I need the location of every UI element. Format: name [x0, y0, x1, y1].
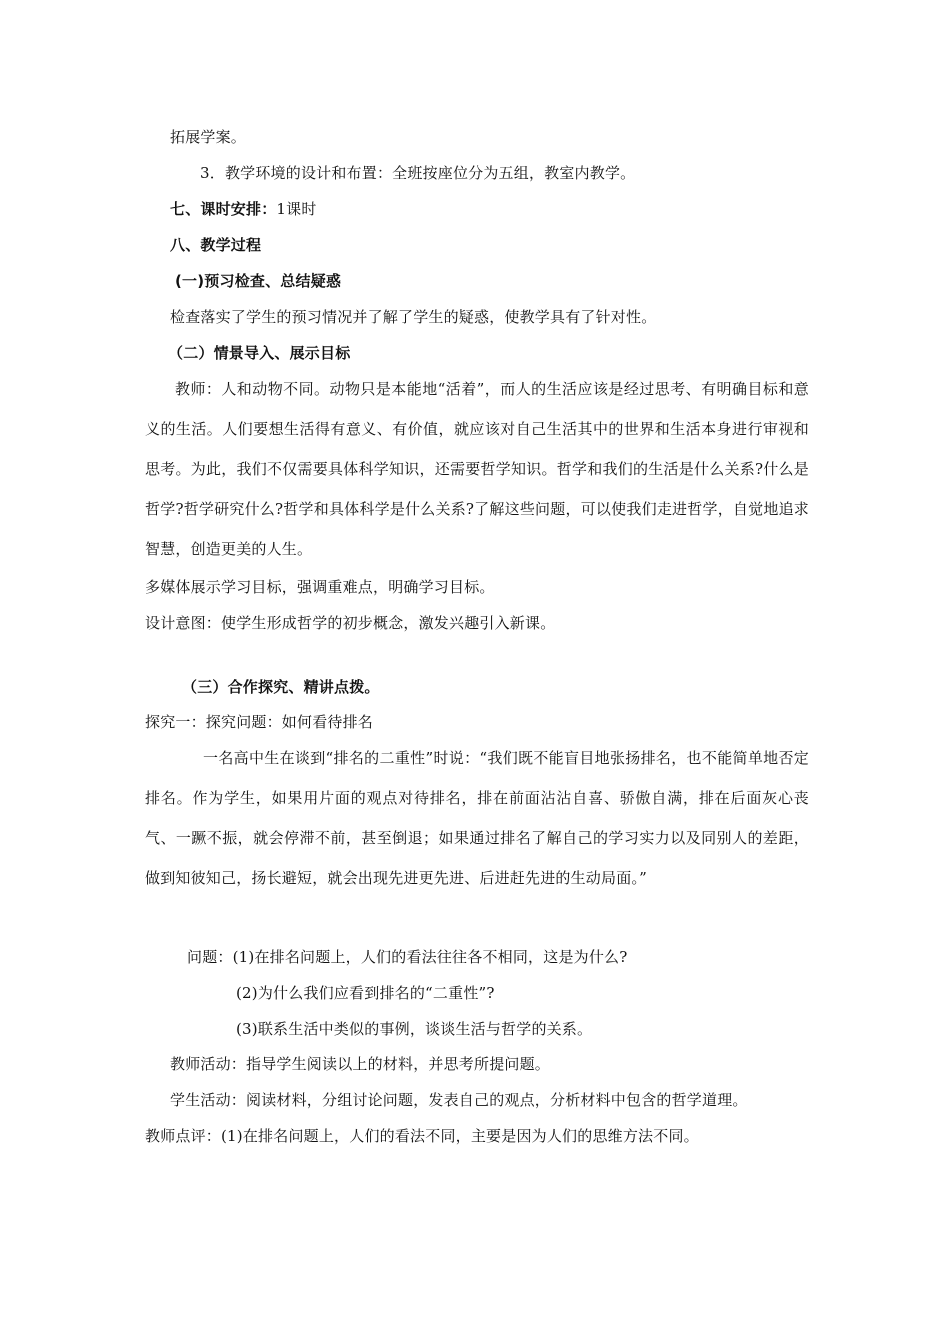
teacher-comment: 教师点评：(1)在排名问题上，人们的看法不同，主要是因为人们的思维方法不同。: [145, 1127, 699, 1145]
section-7-value: 1课时: [276, 200, 317, 218]
explore-1-title: 探究一：探究问题：如何看待排名: [145, 713, 374, 731]
teacher-intro-paragraph: 教师：人和动物不同。动物只是本能地“活着”，而人的生活应该是经过思考、有明确目标和意义的生活。人们要想生活得有意义、有价值，就应该对自己生活其中的世界和生活本身进行审视和思考。为此，我们不仅需要具体科学知识，还需要哲学知识。哲学和我们的生活是什么关系?什么是哲学?哲学研究什么?哲学和具体科学是什么关系?了解这些问题，可以使我们走进哲学，自觉地追求智慧，创造更美的人生。: [145, 380, 809, 558]
questions-label: 问题：: [187, 948, 233, 966]
prev-line-1: 拓展学案。: [170, 128, 247, 146]
material-paragraph: 一名高中生在谈到“排名的二重性”时说：“我们既不能盲目地张扬排名，也不能简单地否定排名。作为学生，如果用片面的观点对待排名，排在前面沾沾自喜、骄傲自满，排在后面灰心丧气、一蹶不振，就会停滞不前，甚至倒退；如果通过排名了解自己的学习实力以及同别人的差距，做到知彼知己，扬长避短，就会出现先进更先进、后进赶先进的生动局面。”: [145, 749, 809, 887]
section-8-heading: 八、教学过程: [170, 236, 262, 254]
part-3-heading: （三）合作探究、精讲点拨。: [182, 678, 380, 696]
teacher-activity: 教师活动：指导学生阅读以上的材料，并思考所提问题。: [170, 1055, 551, 1073]
part-1-heading: (一)预习检查、总结疑惑: [175, 272, 342, 290]
prev-line-2: 3．教学环境的设计和布置：全班按座位分为五组，教室内教学。: [200, 164, 636, 182]
student-activity: 学生活动：阅读材料，分组讨论问题，发表自己的观点，分析材料中包含的哲学道理。: [170, 1091, 748, 1109]
question-1: [187, 947, 628, 967]
part-2-heading: （二）情景导入、展示目标: [168, 344, 351, 362]
question-3: (3)联系生活中类似的事例，谈谈生活与哲学的关系。: [236, 1020, 593, 1038]
section-7-heading: 七、课时安排：: [170, 200, 277, 218]
section-7: [170, 199, 317, 219]
design-intent-line: 设计意图：使学生形成哲学的初步概念，激发兴趣引入新课。: [145, 614, 556, 632]
question-1-text: (1)在排名问题上，人们的看法往往各不相同，这是为什么?: [232, 948, 628, 966]
question-2: (2)为什么我们应看到排名的“二重性”?: [236, 984, 495, 1002]
part-1-text: 检查落实了学生的预习情况并了解了学生的疑惑，使教学具有了针对性。: [170, 308, 657, 326]
multimedia-line: 多媒体展示学习目标，强调重难点，明确学习目标。: [145, 578, 495, 596]
